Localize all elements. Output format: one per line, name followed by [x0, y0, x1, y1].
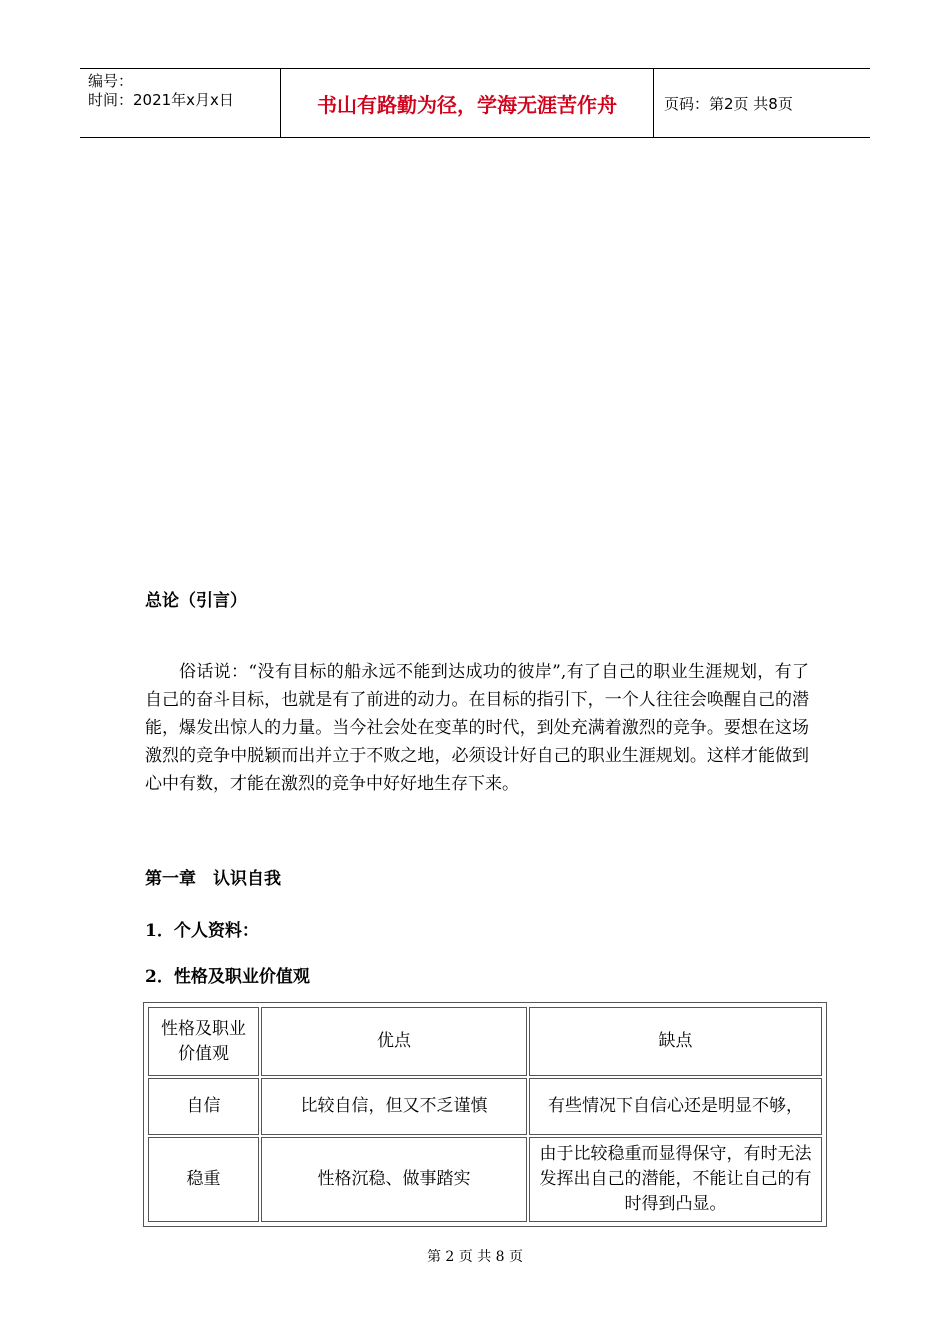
intro-title: 总论（引言）: [145, 591, 247, 611]
page-header: [80, 68, 870, 138]
document-time-label: 时间：2021年x月x日: [88, 91, 234, 109]
intro-paragraph: 俗话说：“没有目标的船永远不能到达成功的彼岸”,有了自己的职业生涯规划，有了自己的奋斗目标，也就是有了前进的动力。在目标的指引下，一个人往往会唤醒自己的潜能，爆发出惊人的力量。当今社会处在变革的时代，到处充满着激烈的竞争。要想在这场激烈的竞争中脱颖而出并立于不败之地，必须设计好自己的职业生涯规划。这样才能做到心中有数，才能在激烈的竞争中好好地生存下来。: [145, 662, 809, 794]
table-cell: 由于比较稳重而显得保守，有时无法发挥出自己的潜能，不能让自己的有时得到凸显。: [529, 1137, 822, 1222]
table-row: [148, 1137, 822, 1222]
table-header-cell: 性格及职业价值观: [148, 1007, 259, 1076]
table-header-cell: 优点: [261, 1007, 527, 1076]
header-meta: [80, 69, 281, 137]
header-motto-cell: [281, 69, 654, 137]
table-cell: 稳重: [148, 1137, 259, 1222]
table-cell: 比较自信，但又不乏谨慎: [261, 1078, 527, 1135]
chapter-title: 第一章 认识自我: [145, 869, 281, 889]
table-header-row: [148, 1007, 822, 1076]
header-page-info: 页码：第2页 共8页: [664, 94, 793, 113]
header-motto: 书山有路勤为径，学海无涯苦作舟: [317, 92, 617, 117]
table-cell: 自信: [148, 1078, 259, 1135]
personality-heading: 2．性格及职业价值观: [145, 967, 310, 987]
document-number-label: 编号：: [88, 72, 134, 90]
table-row: [148, 1078, 822, 1135]
table-cell: 有些情况下自信心还是明显不够，: [529, 1078, 822, 1135]
page-footer: 第 2 页 共 8 页: [426, 1249, 524, 1265]
table-cell: 性格沉稳、做事踏实: [261, 1137, 527, 1222]
personality-table: [143, 1002, 827, 1227]
personal-info-heading: 1．个人资料：: [145, 921, 259, 941]
table-header-cell: 缺点: [529, 1007, 822, 1076]
